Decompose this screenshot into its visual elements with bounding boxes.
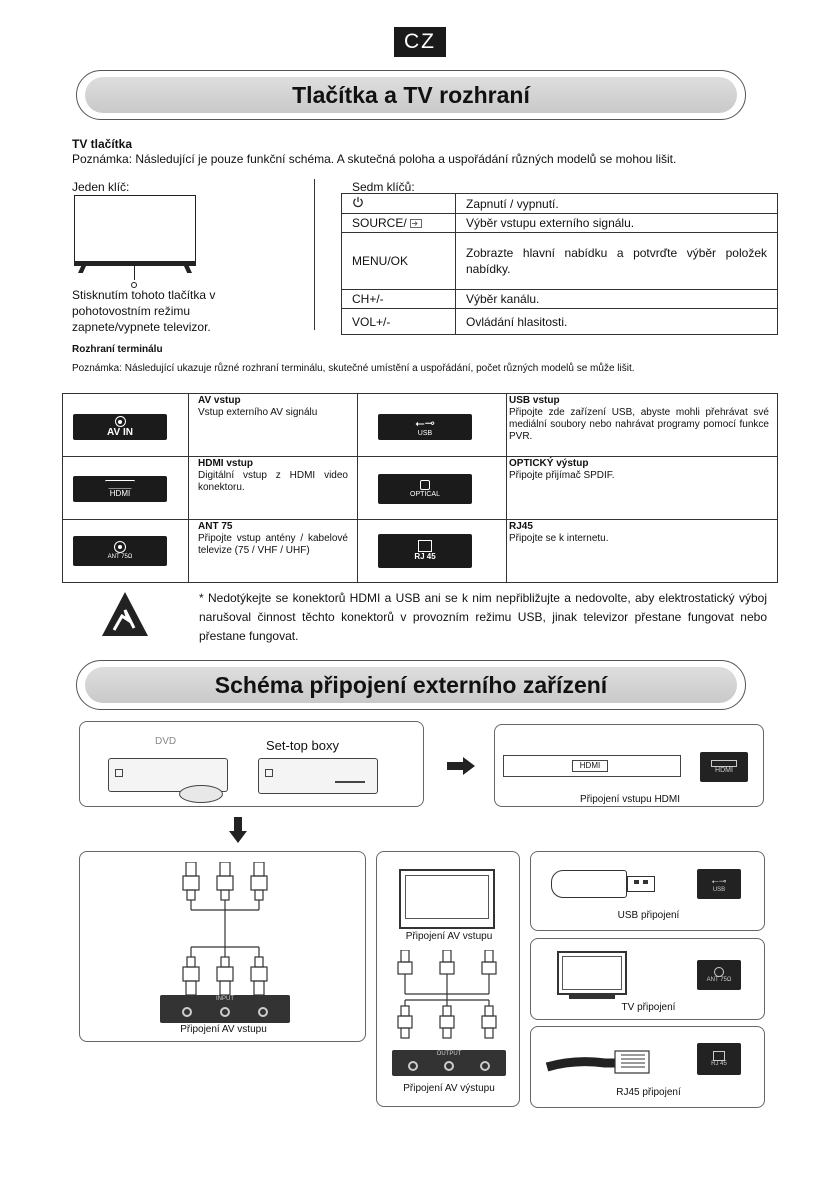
key-row-channel	[342, 290, 778, 309]
rj45-port-icon: RJ 45	[378, 534, 472, 568]
key-row-source	[342, 214, 778, 233]
key-desc: Ovládání hlasitosti.	[456, 309, 778, 335]
language-badge: CZ	[394, 27, 446, 57]
tv-caption: TV připojení	[621, 1002, 676, 1013]
single-key-description: Stisknutím tohoto tlačítka v pohotovostním režimu zapnete/vypnete televizor.	[72, 288, 216, 334]
section-title: Tlačítka a TV rozhraní	[85, 77, 737, 113]
arrow-down-icon	[229, 817, 247, 843]
rca-cable-icon	[180, 862, 270, 1012]
terminal-note: Poznámka: Následující ukazuje různé rozhraní terminálu, skutečné umístění a uspořádání, počet různých modelů se může lišit.	[72, 363, 635, 374]
keys-table	[341, 193, 778, 335]
tv-stand	[569, 995, 615, 999]
av-input-caption: Připojení AV vstupu	[180, 1024, 267, 1035]
settop-box	[258, 758, 378, 794]
section-title: Schéma připojení externího zařízení	[85, 667, 737, 703]
settop-label: Set-top boxy	[266, 738, 339, 753]
rj45-desc: RJ45 Připojte se k internetu.	[509, 521, 609, 544]
av-input-jack-panel: INPUT	[160, 995, 290, 1023]
input-icon	[410, 219, 422, 228]
esd-warning-icon	[100, 590, 150, 638]
av-output-panel	[376, 851, 520, 1107]
section-banner-buttons	[76, 70, 746, 120]
seven-keys-label: Sedm klíčů:	[352, 180, 415, 194]
av-in-port-icon: AV IN	[73, 414, 167, 440]
optical-desc: OPTICKÝ výstup Připojte přijímač SPDIF.	[509, 458, 615, 481]
key-row-volume	[342, 309, 778, 335]
rj45-caption: RJ45 připojení	[616, 1087, 681, 1098]
hdmi-port-icon: HDMI	[73, 476, 167, 502]
rj45-connection-panel	[530, 1026, 765, 1108]
key-cell: MENU/OK	[342, 233, 456, 290]
hdmi-caption: Připojení vstupu HDMI	[579, 794, 681, 805]
av-input-caption-2: Připojení AV vstupu	[405, 931, 493, 942]
dvd-label: DVD	[155, 736, 177, 747]
usb-stick-icon	[551, 870, 627, 898]
rj45-chip: RJ 45	[697, 1043, 741, 1075]
tv-illustration	[74, 195, 196, 275]
av-output-jack-panel: OUTPUT	[392, 1050, 506, 1076]
power-icon	[352, 196, 364, 208]
av-in-desc: AV vstup Vstup externího AV signálu	[198, 395, 318, 418]
usb-caption: USB připojení	[617, 910, 680, 921]
antenna-desc: ANT 75 Připojte vstup antény / kabelové televize (75 / VHF / UHF)	[198, 521, 348, 556]
arrow-right-icon	[447, 757, 475, 775]
dvd-player	[108, 758, 228, 792]
key-desc: Výběr vstupu externího signálu.	[456, 214, 778, 233]
tv-icon	[557, 951, 627, 995]
usb-chip: ⭠⊸ USB	[697, 869, 741, 899]
source-devices-panel	[79, 721, 424, 807]
column-divider	[314, 179, 315, 330]
key-desc: Zapnutí / vypnutí.	[456, 194, 778, 214]
key-desc: Zobrazte hlavní nabídku a potvrďte výběr položek nabídky.	[456, 233, 778, 290]
usb-port-icon: ⭠⊸ USB	[378, 414, 472, 440]
esd-warning-text: * Nedotýkejte se konektorů HDMI a USB ani se k nim nepřibližujte a nedovolte, aby elektrostatický výboj narušoval činnost těchto konektorů v provozním režimu USB, jinak televizor přestane fungovat nebo přestane fungovat.	[199, 591, 767, 643]
rca-output-cable-icon	[397, 950, 501, 1062]
usb-connection-panel	[530, 851, 765, 931]
tv-buttons-heading: TV tlačítka	[72, 137, 133, 151]
hdmi-cable: HDMI	[503, 755, 681, 777]
optical-port-icon: OPTICAL	[378, 474, 472, 504]
tv-connection-panel	[530, 938, 765, 1020]
terminal-table	[62, 393, 778, 583]
key-row-power	[342, 194, 778, 214]
key-row-menu	[342, 233, 778, 290]
antenna-chip: ANT 75Ω	[697, 960, 741, 990]
av-input-panel	[79, 851, 366, 1042]
key-cell: VOL+/-	[342, 309, 456, 335]
key-cell: CH+/-	[342, 290, 456, 309]
av-output-caption: Připojení AV výstupu	[403, 1083, 495, 1094]
terminal-heading: Rozhraní terminálu	[72, 344, 163, 355]
usb-plug	[627, 876, 655, 892]
key-cell: SOURCE/	[342, 214, 456, 233]
usb-desc: USB vstup Připojte zde zařízení USB, abyste mohli přehrávat své mediální soubory nebo nahrávat programy pomocí funkce PVR.	[509, 395, 769, 442]
ethernet-cable-icon	[545, 1037, 665, 1087]
tv-monitor-icon	[399, 869, 495, 929]
key-cell	[342, 194, 456, 214]
key-desc: Výběr kanálu.	[456, 290, 778, 309]
hdmi-connection-panel	[494, 724, 764, 807]
section-banner-connections	[76, 660, 746, 710]
antenna-port-icon: ANT 75Ω	[73, 536, 167, 566]
hdmi-chip: HDMI	[700, 752, 748, 782]
hdmi-desc: HDMI vstup Digitální vstup z HDMI video konektoru.	[198, 458, 348, 493]
tv-buttons-note: Poznámka: Následující je pouze funkční schéma. A skutečná poloha a uspořádání různých modelů se mohou lišit.	[72, 152, 677, 166]
single-key-label: Jeden klíč:	[72, 180, 130, 194]
